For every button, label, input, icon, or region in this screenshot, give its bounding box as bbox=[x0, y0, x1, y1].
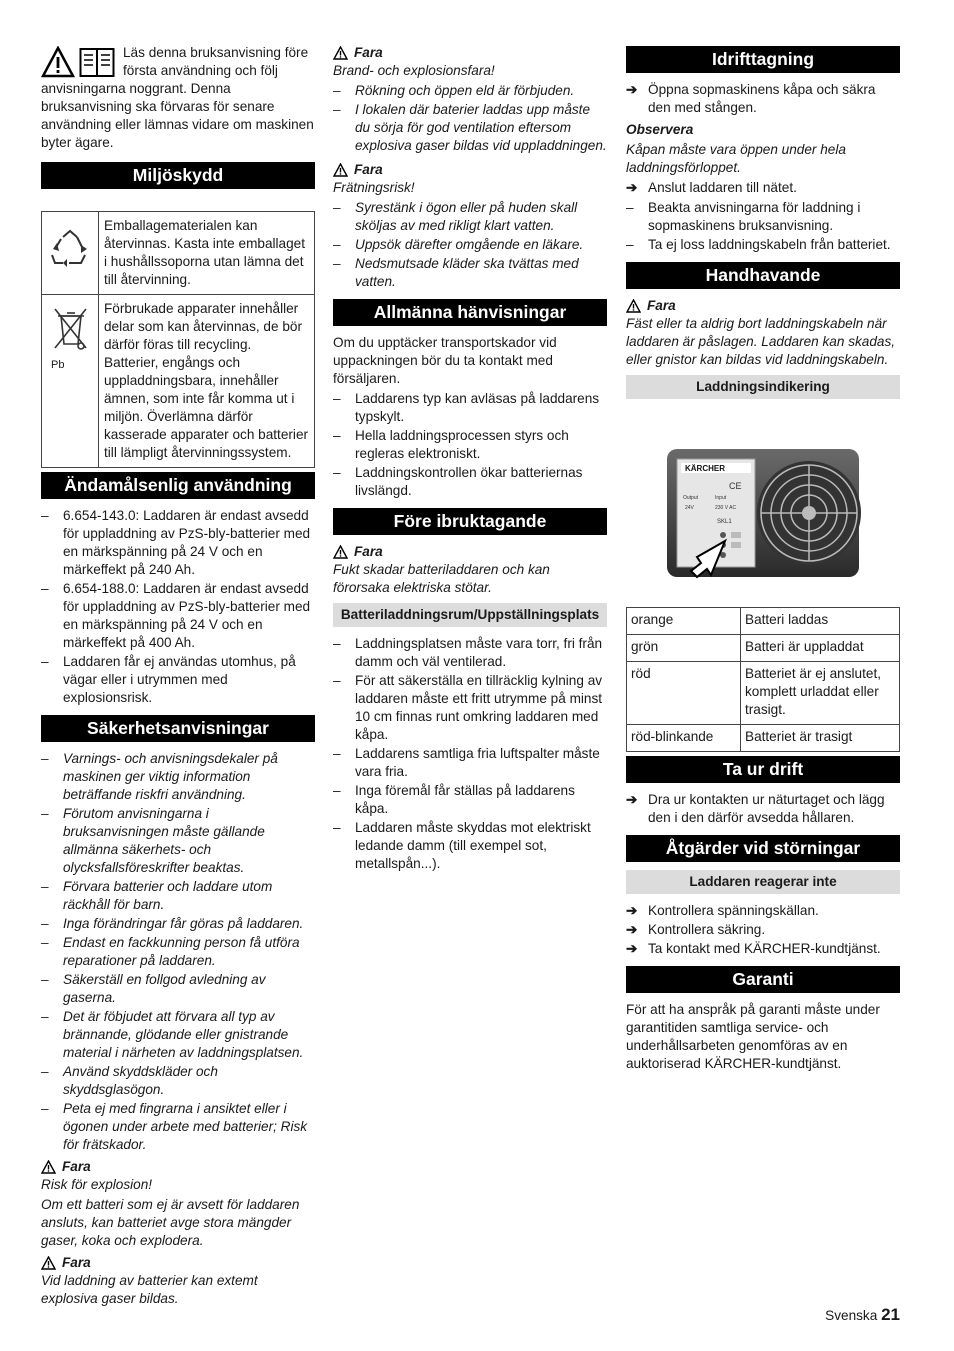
danger-label: Fara bbox=[333, 161, 607, 179]
danger-text: Vid laddning av batterier kan extemt explosiva gaser bildas. bbox=[41, 1273, 258, 1306]
warning-triangle-icon bbox=[41, 46, 75, 78]
recycle-icon bbox=[47, 227, 93, 273]
danger-label: Fara bbox=[333, 44, 607, 62]
column-right bbox=[626, 44, 900, 1075]
subheading-laddningsindikering: Laddningsindikering bbox=[626, 375, 900, 399]
table-row: röd Batteriet är ej anslutet, komplett urladdat eller trasigt. bbox=[627, 662, 900, 725]
list-item: – Laddarens typ kan avläsas på laddarens typskylt. bbox=[333, 390, 607, 426]
danger-text: Frätningsrisk! bbox=[333, 180, 415, 195]
manual-book-icon bbox=[79, 46, 115, 78]
list-item: – I lokalen där baterier laddas upp måste du sörja för god ventilation eftersom explosiva gaser bildas vid uppladdningen. bbox=[333, 101, 607, 155]
footer-language: Svenska bbox=[825, 1308, 878, 1323]
arrow-right-icon: ➔ bbox=[626, 82, 638, 97]
danger-label: Fara bbox=[41, 1254, 315, 1272]
danger-text: Fäst eller ta aldrig bort laddningskabeln när laddaren är påslagen. Laddaren kan skadas, eller gnistor kan bildas vid laddningskabeln. bbox=[626, 316, 896, 367]
list-item: – Uppsök därefter omgående en läkare. bbox=[333, 236, 607, 254]
step-item: ➔ Öppna sopmaskinens kåpa och säkra den med stången. bbox=[626, 82, 876, 115]
warning-triangle-icon bbox=[626, 299, 641, 313]
list-item: – Varnings- och anvisningsdekaler på maskinen ger viktig information beträffande riskfri användning. bbox=[41, 750, 315, 804]
danger-label: Fara bbox=[626, 297, 900, 315]
danger-text: Fukt skadar batteriladdaren och kan förorsaka elektriska stötar. bbox=[333, 562, 550, 595]
fore-list bbox=[333, 635, 607, 873]
taur-steps bbox=[626, 791, 900, 827]
list-item: – Laddaren måste skyddas mot elektriskt ledande damm (till exempel sot, metallspån...). bbox=[333, 819, 607, 873]
page-footer bbox=[825, 1306, 900, 1325]
heading-fore-ibruktagande: Före ibruktagande bbox=[333, 508, 607, 535]
list-item: – Endast en fackkunning person få utföra reparationer på laddaren. bbox=[41, 934, 315, 970]
brand-label: KÄRCHER bbox=[685, 464, 725, 473]
warning-triangle-icon bbox=[41, 1160, 56, 1174]
step-item: ➔ Ta kontakt med KÄRCHER-kundtjänst. bbox=[626, 941, 881, 956]
output-label: Output bbox=[683, 495, 699, 501]
column-left bbox=[41, 44, 315, 1310]
warning-triangle-icon bbox=[333, 545, 348, 559]
list-item: – 6.654-143.0: Laddaren är endast avsedd för uppladdning av PzS-bly-batterier med en märkspänning på 24 V och en märkeffekt på 240 Ah. bbox=[41, 507, 315, 579]
danger-label: Fara bbox=[333, 543, 607, 561]
warning-triangle-icon bbox=[333, 163, 348, 177]
allmanna-list bbox=[333, 390, 607, 500]
heading-ta-ur-drift: Ta ur drift bbox=[626, 756, 900, 783]
list-item: – Ta ej loss laddningskabeln från batteriet. bbox=[626, 236, 900, 254]
arrow-right-icon: ➔ bbox=[626, 941, 638, 956]
table-row: orange Batteri laddas bbox=[627, 608, 900, 635]
note-text: Kåpan måste vara öppen under hela laddningsförloppet. bbox=[626, 142, 846, 175]
step-item: ➔ Dra ur kontakten ur näturtaget och lägg den i den därför avsedda hållaren. bbox=[626, 792, 885, 825]
warning-triangle-icon bbox=[41, 1256, 56, 1270]
andamal-list bbox=[41, 507, 315, 707]
environment-text-devices: Förbrukade apparater innehåller delar som kan återvinnas, de bör därför föras till recycling. Batterier, engångs och uppladdningsbara, innehåller ämnen, som inte får komma ut i miljön. Överlämna därför kasserade apparater och batterier till lämpligt återvinningssystem. bbox=[99, 295, 315, 468]
list-item: – Laddningsplatsen måste vara torr, fri från damm och väl ventilerad. bbox=[333, 635, 607, 671]
list-item: – För att säkerställa en tillräcklig kylning av laddaren måste ett fritt utrymme på minst 10 cm finnas runt omkring laddaren med kåpa. bbox=[333, 672, 607, 744]
list-item: – Nedsmutsade kläder ska tvättas med vatten. bbox=[333, 255, 607, 291]
environment-row-devices bbox=[42, 295, 315, 468]
voltage-in: 230 V AC bbox=[715, 505, 737, 511]
heading-atgarder: Åtgärder vid störningar bbox=[626, 835, 900, 862]
list-item: – Rökning och öppen eld är förbjuden. bbox=[333, 82, 607, 100]
step-item: ➔ Anslut laddaren till nätet. bbox=[626, 180, 797, 195]
environment-row-packaging bbox=[42, 212, 315, 295]
ce-mark: CE bbox=[729, 481, 742, 491]
idrift-steps bbox=[626, 81, 900, 117]
led-indicator-table bbox=[626, 607, 900, 752]
heading-allmanna: Allmänna hänvisningar bbox=[333, 299, 607, 326]
column-middle bbox=[333, 44, 607, 875]
idrift-list bbox=[626, 199, 900, 254]
list-item: – Peta ej med fingrarna i ansiktet eller i ögonen under arbete med batterier; Risk för frätskador. bbox=[41, 1100, 315, 1154]
arrow-right-icon: ➔ bbox=[626, 180, 638, 195]
intro-block bbox=[41, 44, 315, 152]
danger-text: Om ett batteri som ej är avsett för laddaren ansluts, kan batteriet avge stora mängder gaser, koka och explodera. bbox=[41, 1197, 300, 1248]
list-item: – Säkerställ en follgod avledning av gaserna. bbox=[41, 971, 315, 1007]
list-item: – Syrestänk i ögon eller på huden skall sköljas av med rikligt klart vatten. bbox=[333, 199, 607, 235]
voltage-out: 24V bbox=[685, 505, 694, 511]
pb-label: Pb bbox=[51, 359, 65, 371]
list-item: – Laddaren får ej användas utomhus, på vägar eller i utrymmen med explosionsrisk. bbox=[41, 653, 315, 707]
heading-miljoskydd: Miljöskydd bbox=[41, 162, 315, 189]
table-row: grön Batteri är uppladdat bbox=[627, 635, 900, 662]
sakerhet-list bbox=[41, 750, 315, 1154]
intro-icons bbox=[41, 46, 117, 80]
crossed-bin-icon bbox=[50, 304, 90, 354]
list-item: – Förutom anvisningarna i bruksanvisningen måste gällande allmänna säkerhets- och olycksfallsföreskrifter beaktas. bbox=[41, 805, 315, 877]
danger-list bbox=[333, 199, 607, 291]
environment-text-packaging: Emballagematerialen kan återvinnas. Kasta inte emballaget i hushållssoporna utan lämna det till återvinning. bbox=[99, 212, 315, 295]
list-item: – Inga föremål får ställas på laddarens kåpa. bbox=[333, 782, 607, 818]
arrow-right-icon: ➔ bbox=[626, 922, 638, 937]
arrow-right-icon: ➔ bbox=[626, 903, 638, 918]
list-item: – 6.654-188.0: Laddaren är endast avsedd för uppladdning av PzS-bly-batterier med en märkspänning på 24 V och en märkeffekt på 400 Ah. bbox=[41, 580, 315, 652]
list-item: – Använd skyddskläder och skyddsglasögon. bbox=[41, 1063, 315, 1099]
list-item: – Laddarens samtliga fria luftspalter måste vara fria. bbox=[333, 745, 607, 781]
subheading-laddningsrum: Batteriladdningsrum/Uppställningsplats bbox=[333, 603, 607, 627]
heading-andamalsenlig: Ändamålsenlig användning bbox=[41, 472, 315, 499]
step-item: ➔ Kontrollera säkring. bbox=[626, 922, 766, 937]
atgarder-steps bbox=[626, 902, 900, 958]
idrift-steps bbox=[626, 179, 900, 197]
heading-idrifttagning: Idrifttagning bbox=[626, 46, 900, 73]
danger-list bbox=[333, 82, 607, 155]
heading-garanti: Garanti bbox=[626, 966, 900, 993]
subheading-reagerar-inte: Laddaren reagerar inte bbox=[626, 870, 900, 894]
step-item: ➔ Kontrollera spänningskällan. bbox=[626, 903, 819, 918]
arrow-right-icon: ➔ bbox=[626, 792, 638, 807]
note-label: Observera bbox=[626, 122, 694, 137]
allmanna-text: Om du upptäcker transportskador vid uppackningen bör du ta kontakt med försäljaren. bbox=[333, 335, 557, 386]
intro-text: Läs denna bruksanvisning före första användning och följ anvisningarna noggrant. Denna bruksanvisning ska förvaras för senare användning eller lämnas vidare om maskinen byter ägare. bbox=[41, 45, 314, 150]
list-item: – Hella laddningsprocessen styrs och regleras elektroniskt. bbox=[333, 427, 607, 463]
list-item: – Det är föbjudet att förvara all typ av brännande, glödande eller gnistrande material i närheten av laddningsplatsen. bbox=[41, 1008, 315, 1062]
danger-label: Fara bbox=[41, 1158, 315, 1176]
list-item: – Beakta anvisningarna för laddning i sopmaskinens bruksanvisning. bbox=[626, 199, 900, 235]
input-label: Input bbox=[715, 495, 727, 501]
list-item: – Inga förändringar får göras på laddaren. bbox=[41, 915, 315, 933]
warning-triangle-icon bbox=[333, 46, 348, 60]
environment-table bbox=[41, 211, 315, 468]
danger-text: Risk för explosion! bbox=[41, 1177, 153, 1192]
model-label: SKL1 bbox=[717, 519, 732, 525]
heading-handhavande: Handhavande bbox=[626, 262, 900, 289]
list-item: – Förvara batterier och laddare utom räckhåll för barn. bbox=[41, 878, 315, 914]
charger-photo bbox=[663, 437, 863, 597]
page-number: 21 bbox=[881, 1305, 900, 1324]
table-row: röd-blinkande Batteriet är trasigt bbox=[627, 725, 900, 752]
heading-sakerhet: Säkerhetsanvisningar bbox=[41, 715, 315, 742]
list-item: – Laddningskontrollen ökar batteriernas livslängd. bbox=[333, 464, 607, 500]
garanti-text: För att ha anspråk på garanti måste under garantitiden samtliga service- och underhållsarbeten genomföras av en auktoriserad KÄRCHER-kundtjänst. bbox=[626, 1002, 880, 1071]
danger-text: Brand- och explosionsfara! bbox=[333, 63, 495, 78]
